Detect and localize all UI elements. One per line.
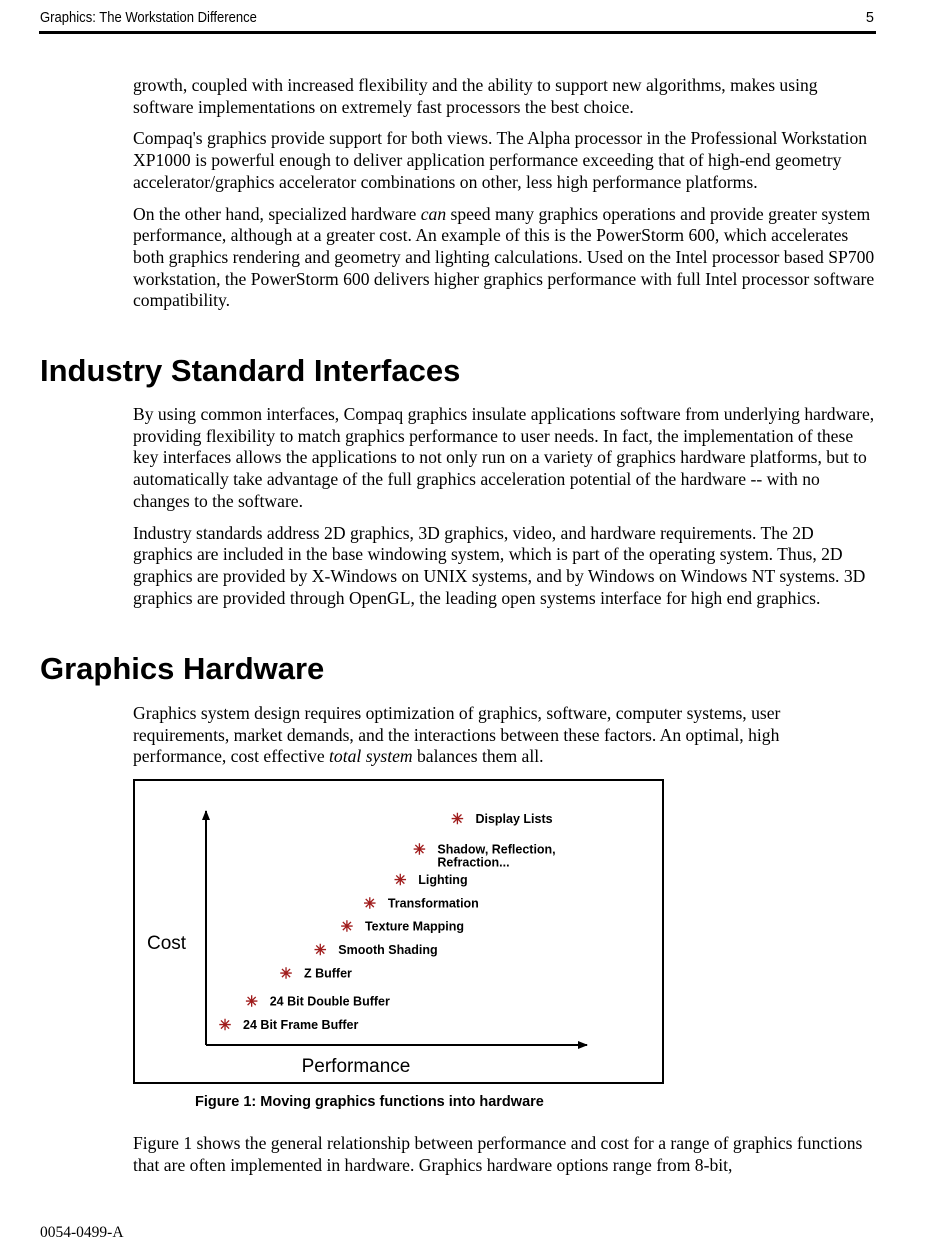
point-label-texture-mapping: Texture Mapping: [364, 919, 465, 934]
data-point-texture-mapping: [341, 919, 464, 936]
heading-industry-standard-interfaces: Industry Standard Interfaces: [40, 353, 461, 388]
asterisk-marker-icon: ✳: [394, 871, 407, 889]
point-label-smooth-shading: Smooth Shading: [338, 943, 438, 958]
paragraph-system-design: Graphics system design requires optimization of graphics, software, computer systems, user requirements, market demands, and the interactions between these factors. An optimal, high performance, cost effective total system balances them all.: [133, 703, 781, 767]
closing-text-block: [133, 1133, 875, 1176]
page-number: 5: [865, 10, 874, 26]
paragraph-specialized-hardware: On the other hand, specialized hardware can speed many graphics operations and provide greater system performance, although at a greater cost. An example of this is the PowerStorm 600, which accelerates both graphics rendering and geometry and lighting calculations. Used on the Intel processor based SP700 workstation, the PowerStorm 600 delivers higher graphics performance with full Intel processor software compatibility.: [133, 203, 875, 311]
point-label-transformation: Transformation: [387, 896, 479, 911]
data-point-display-lists: [451, 811, 552, 828]
asterisk-marker-icon: ✳: [245, 993, 259, 1011]
figure-caption: Figure 1: Moving graphics functions into hardware: [195, 1094, 544, 1110]
point-label-24-bit-double-buffer: 24 Bit Double Buffer: [269, 994, 390, 1009]
data-point-z-buffer: [280, 965, 352, 982]
intro-text-block: [133, 75, 875, 312]
figure-cost-performance-chart: [133, 779, 664, 1084]
paragraph-industry-standards: Industry standards address 2D graphics, 3D graphics, video, and hardware requirements. The 2D graphics are included in the base windowing system, which is part of the operating system. Thus, 2D graphics are provided by X-Windows on UNIX systems, and by Windows on Windows NT systems. 3D graphics are provided through OpenGL, the leading open systems interface for high end graphics.: [133, 522, 866, 608]
running-header: [39, 9, 876, 34]
header-title: Graphics: The Workstation Difference: [40, 10, 257, 26]
data-point-transformation: [364, 895, 479, 912]
document-number: 0054-0499-A: [40, 1224, 124, 1241]
paragraph-figure-description: Figure 1 shows the general relationship between performance and cost for a range of graphics functions that are often implemented in hardware. Graphics hardware options range from 8-bit,: [133, 1133, 863, 1175]
asterisk-marker-icon: ✳: [363, 895, 377, 913]
asterisk-marker-icon: ✳: [279, 965, 293, 983]
asterisk-marker-icon: ✳: [340, 918, 354, 936]
point-label-z-buffer: Z Buffer: [304, 966, 352, 981]
heading-graphics-hardware: Graphics Hardware: [40, 651, 325, 686]
point-label-display-lists: Display Lists: [475, 812, 553, 827]
point-label-lighting: Lighting: [418, 872, 468, 887]
data-point-shadow-reflection-refraction: [413, 841, 556, 869]
point-label-shadow-reflection-refraction: Shadow, Reflection, Refraction...: [437, 842, 556, 870]
data-point-smooth-shading: [314, 942, 438, 959]
data-point-24-bit-double-buffer: [245, 994, 390, 1011]
interfaces-text-block: [133, 404, 875, 609]
paragraph-common-interfaces: By using common interfaces, Compaq graphics insulate applications software from underlying hardware, providing flexibility to match graphics performance to user needs. In fact, the implementation of these key interfaces allows the applications to not only run on a variety of graphics hardware platforms, but to automatically take advantage of the full graphics acceleration potential of the hardware -- with no changes to the software.: [133, 404, 875, 511]
emphasis-can: can: [420, 203, 447, 224]
data-point-24-bit-frame-buffer: [219, 1017, 359, 1034]
asterisk-marker-icon: ✳: [218, 1016, 232, 1034]
asterisk-marker-icon: ✳: [314, 942, 327, 960]
hardware-text-block: [133, 703, 875, 768]
paragraph-compaq-views: Compaq's graphics provide support for both views. The Alpha processor in the Professional Workstation XP1000 is powerful enough to deliver application performance exceeding that of high-end geometry accelerator/graphics accelerator combinations on other, less high performance platforms.: [133, 128, 868, 192]
x-axis-label: Performance: [301, 1056, 411, 1077]
chart-svg: [135, 781, 662, 1082]
y-axis-label: Cost: [147, 933, 187, 954]
asterisk-marker-icon: ✳: [413, 841, 426, 859]
data-point-lighting: [394, 872, 468, 889]
point-label-24-bit-frame-buffer: 24 Bit Frame Buffer: [243, 1017, 359, 1032]
asterisk-marker-icon: ✳: [451, 811, 464, 829]
emphasis-total-system: total system: [329, 746, 413, 767]
paragraph-growth: growth, coupled with increased flexibility and the ability to support new algorithms, makes using software implementations on extremely fast processors the best choice.: [133, 75, 818, 117]
